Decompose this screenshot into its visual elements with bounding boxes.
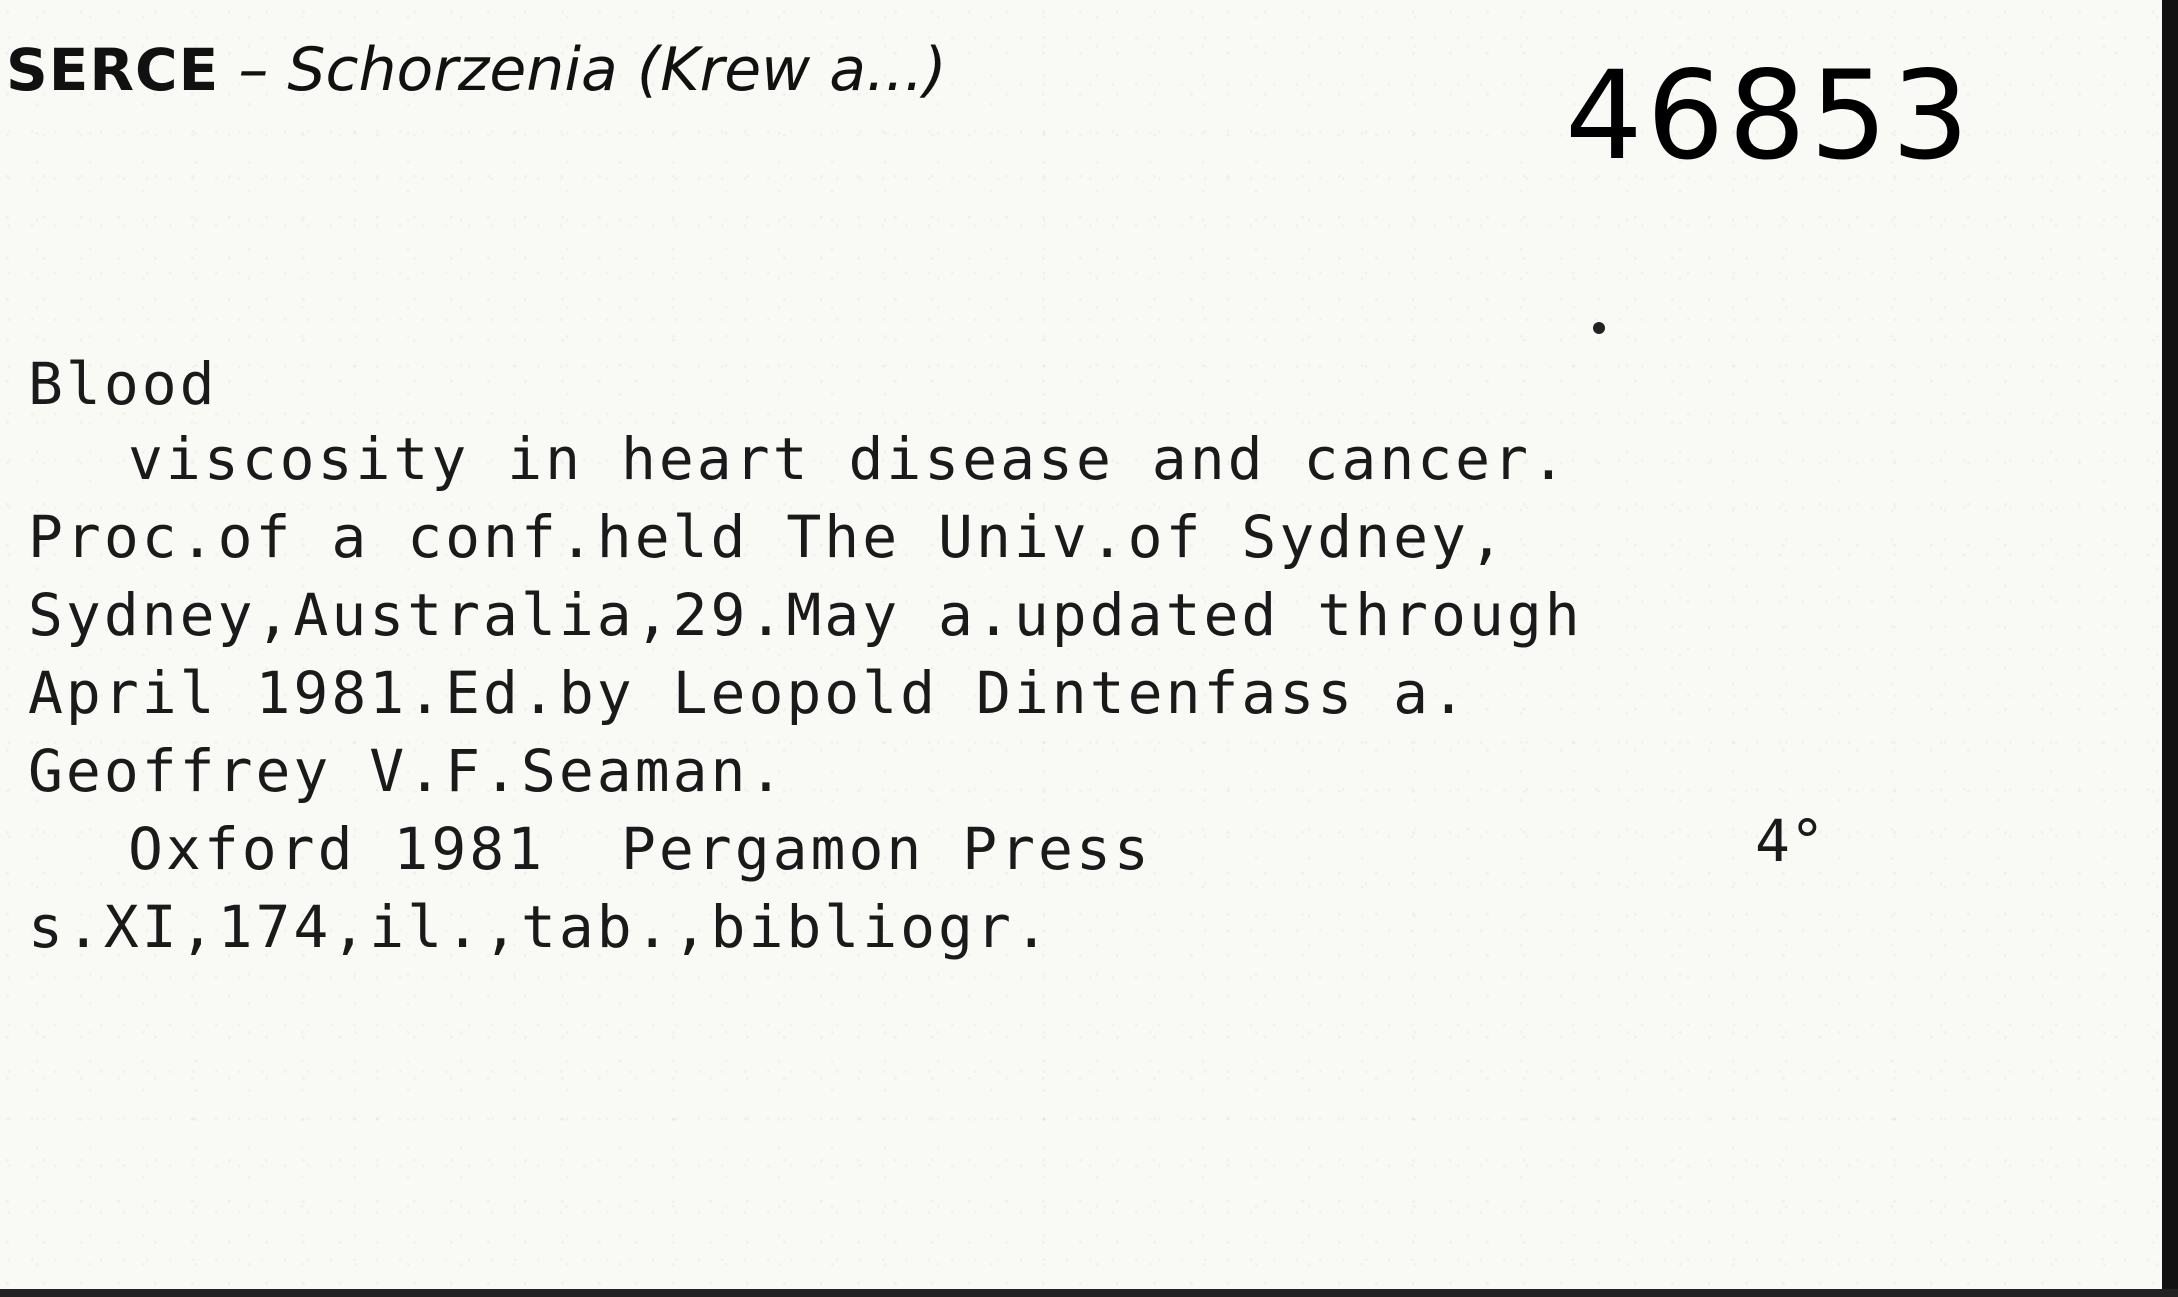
accession-number: 46853 [1565,45,1974,187]
card-bottom-edge [0,1289,2178,1297]
editors-line-2: Geoffrey V.F.Seaman. [28,737,787,805]
ink-speck [1593,322,1605,334]
subject-heading [6,35,947,105]
collation-line: s.XI,174,il.,tab.,bibliogr. [28,893,1052,961]
editors-line: April 1981.Ed.by Leopold Dintenfass a. [28,659,1469,727]
conference-line: Proc.of a conf.held The Univ.of Sydney, [28,503,1507,571]
subject-separator: – [219,35,288,105]
entry-heading: Blood [28,350,218,418]
format-size: 4° [1755,807,1825,875]
location-date-line: Sydney,Australia,29.May a.updated through [28,581,1583,649]
imprint-line: Oxford 1981 Pergamon Press [128,815,1152,883]
card-right-edge [2162,0,2178,1297]
title-line: viscosity in heart disease and cancer. [128,425,1569,493]
subject-main: SERCE [6,36,220,104]
subject-subheading: Schorzenia (Krew a...) [287,35,947,105]
